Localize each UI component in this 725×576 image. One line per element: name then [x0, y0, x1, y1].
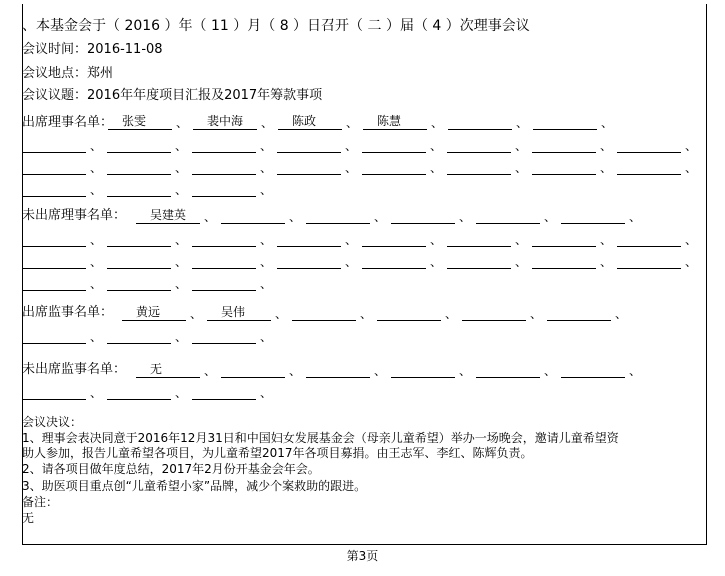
separator: 、: [175, 255, 188, 269]
name-blank: [22, 230, 86, 247]
separator: 、: [175, 233, 188, 247]
name-blank: [22, 158, 86, 175]
meeting-place: 会议地点：郑州: [22, 66, 114, 81]
name-blank: [362, 252, 426, 269]
name-blank: [192, 252, 256, 269]
name-blank: [107, 230, 171, 247]
name-blank: [476, 361, 540, 378]
name-value: 陈政: [292, 114, 317, 128]
separator: 、: [629, 210, 642, 224]
separator: 、: [445, 307, 458, 321]
separator: 、: [345, 233, 358, 247]
separator: 、: [204, 210, 217, 224]
name-blank: [448, 113, 512, 130]
separator: 、: [260, 277, 273, 291]
separator: 、: [345, 255, 358, 269]
separator: 、: [190, 307, 203, 321]
name-blank: [122, 304, 186, 321]
name-blank: [617, 252, 681, 269]
name-blank: [447, 252, 511, 269]
name-blank: [22, 252, 86, 269]
name-blank: [22, 274, 86, 291]
name-blank: [22, 383, 86, 400]
name-blank: [476, 207, 540, 224]
separator: 、: [289, 210, 302, 224]
note-value: 无: [22, 511, 35, 525]
name-blank: [277, 230, 341, 247]
name-blank: [617, 136, 681, 153]
separator: 、: [430, 139, 443, 153]
separator: 、: [260, 139, 273, 153]
separator: 、: [374, 364, 387, 378]
separator: 、: [175, 183, 188, 197]
separator: 、: [430, 233, 443, 247]
separator: 、: [685, 139, 698, 153]
separator: 、: [260, 255, 273, 269]
resolution-item1-line1: 1、理事会表决同意于2016年12月31日和中国妇女发展基金会（母亲儿童希望）举办一场晚会，邀请儿童希望资: [22, 431, 619, 445]
resolution-heading: 会议决议：: [22, 415, 83, 429]
name-blank: [306, 207, 370, 224]
present-directors-label: 出席理事名单：: [22, 115, 114, 130]
meeting-title: 、本基金会于（ 2016 ）年（ 11 ）月（ 8 ）日召开（ 二 ）届（ 4 ）次理事会议: [22, 18, 530, 34]
name-value: 裴中海: [207, 114, 244, 128]
name-blank: [107, 383, 171, 400]
separator: 、: [275, 307, 288, 321]
separator: 、: [459, 364, 472, 378]
separator: 、: [345, 139, 358, 153]
separator: 、: [601, 116, 614, 130]
name-blank: [533, 113, 597, 130]
absent-directors-label: 未出席理事名单：: [22, 208, 127, 223]
name-blank: [277, 136, 341, 153]
separator: 、: [685, 161, 698, 175]
name-blank: [362, 230, 426, 247]
name-blank: [108, 113, 172, 130]
name-blank: [362, 158, 426, 175]
name-blank: [363, 113, 427, 130]
name-blank: [192, 230, 256, 247]
name-blank: [107, 180, 171, 197]
name-blank: [447, 158, 511, 175]
note-label: 备注：: [22, 495, 59, 509]
separator: 、: [544, 364, 557, 378]
name-blank: [136, 207, 200, 224]
separator: 、: [260, 386, 273, 400]
meeting-time: 会议时间：2016-11-08: [22, 42, 163, 57]
name-value: 吴伟: [221, 305, 246, 319]
separator: 、: [90, 255, 103, 269]
name-blank: [22, 180, 86, 197]
name-blank: [192, 383, 256, 400]
name-value: 黄远: [136, 305, 161, 319]
separator: 、: [261, 116, 274, 130]
absent-supervisors-label: 未出席监事名单：: [22, 362, 127, 377]
name-blank: [192, 274, 256, 291]
separator: 、: [430, 255, 443, 269]
name-blank: [532, 136, 596, 153]
separator: 、: [346, 116, 359, 130]
separator: 、: [544, 210, 557, 224]
separator: 、: [90, 139, 103, 153]
separator: 、: [516, 116, 529, 130]
separator: 、: [615, 307, 628, 321]
name-blank: [207, 304, 271, 321]
separator: 、: [175, 277, 188, 291]
separator: 、: [90, 277, 103, 291]
name-blank: [547, 304, 611, 321]
separator: 、: [90, 330, 103, 344]
separator: 、: [175, 161, 188, 175]
separator: 、: [289, 364, 302, 378]
separator: 、: [175, 386, 188, 400]
name-blank: [221, 207, 285, 224]
name-blank: [192, 327, 256, 344]
name-blank: [377, 304, 441, 321]
separator: 、: [90, 183, 103, 197]
name-value: 陈慧: [377, 114, 402, 128]
separator: 、: [515, 233, 528, 247]
name-blank: [362, 136, 426, 153]
name-blank: [617, 158, 681, 175]
name-blank: [107, 274, 171, 291]
separator: 、: [430, 161, 443, 175]
resolution-item3: 3、助医项目重点创“儿童希望小家”品牌，减少个案救助的跟进。: [22, 479, 367, 493]
name-blank: [561, 207, 625, 224]
name-value: 吴建英: [150, 208, 187, 222]
name-blank: [278, 113, 342, 130]
name-blank: [277, 158, 341, 175]
name-blank: [306, 361, 370, 378]
separator: 、: [629, 364, 642, 378]
name-blank: [107, 158, 171, 175]
name-blank: [107, 327, 171, 344]
name-blank: [447, 230, 511, 247]
separator: 、: [431, 116, 444, 130]
name-blank: [391, 361, 455, 378]
separator: 、: [90, 161, 103, 175]
page-number: 第3页: [346, 549, 379, 563]
separator: 、: [260, 183, 273, 197]
separator: 、: [175, 139, 188, 153]
meeting-topic: 会议议题：2016年年度项目汇报及2017年筹款事项: [22, 88, 323, 103]
resolution-item1-line2: 助人参加，报告儿童希望各项目，为儿童希望2017年各项目募捐。由王志军、李红、陈辉负责。: [22, 446, 533, 460]
separator: 、: [374, 210, 387, 224]
separator: 、: [515, 161, 528, 175]
name-blank: [391, 207, 455, 224]
separator: 、: [515, 139, 528, 153]
name-blank: [107, 252, 171, 269]
name-blank: [192, 158, 256, 175]
separator: 、: [260, 161, 273, 175]
separator: 、: [600, 161, 613, 175]
name-blank: [292, 304, 356, 321]
separator: 、: [530, 307, 543, 321]
separator: 、: [600, 139, 613, 153]
present-supervisors-label: 出席监事名单：: [22, 305, 114, 320]
name-blank: [277, 252, 341, 269]
name-value: 张雯: [122, 114, 147, 128]
name-blank: [447, 136, 511, 153]
name-blank: [561, 361, 625, 378]
separator: 、: [360, 307, 373, 321]
name-blank: [107, 136, 171, 153]
separator: 、: [204, 364, 217, 378]
separator: 、: [600, 233, 613, 247]
separator: 、: [260, 233, 273, 247]
separator: 、: [260, 330, 273, 344]
separator: 、: [515, 255, 528, 269]
separator: 、: [345, 161, 358, 175]
name-blank: [136, 361, 200, 378]
name-blank: [22, 136, 86, 153]
separator: 、: [685, 233, 698, 247]
separator: 、: [459, 210, 472, 224]
name-value: 无: [150, 362, 163, 376]
name-blank: [193, 113, 257, 130]
name-blank: [22, 327, 86, 344]
separator: 、: [685, 255, 698, 269]
name-blank: [192, 180, 256, 197]
separator: 、: [90, 233, 103, 247]
separator: 、: [600, 255, 613, 269]
name-blank: [532, 252, 596, 269]
separator: 、: [176, 116, 189, 130]
name-blank: [462, 304, 526, 321]
separator: 、: [175, 330, 188, 344]
name-blank: [617, 230, 681, 247]
name-blank: [221, 361, 285, 378]
resolution-item2: 2、请各项目做年度总结，2017年2月份开基金会年会。: [22, 462, 320, 476]
name-blank: [192, 136, 256, 153]
name-blank: [532, 158, 596, 175]
separator: 、: [90, 386, 103, 400]
name-blank: [532, 230, 596, 247]
